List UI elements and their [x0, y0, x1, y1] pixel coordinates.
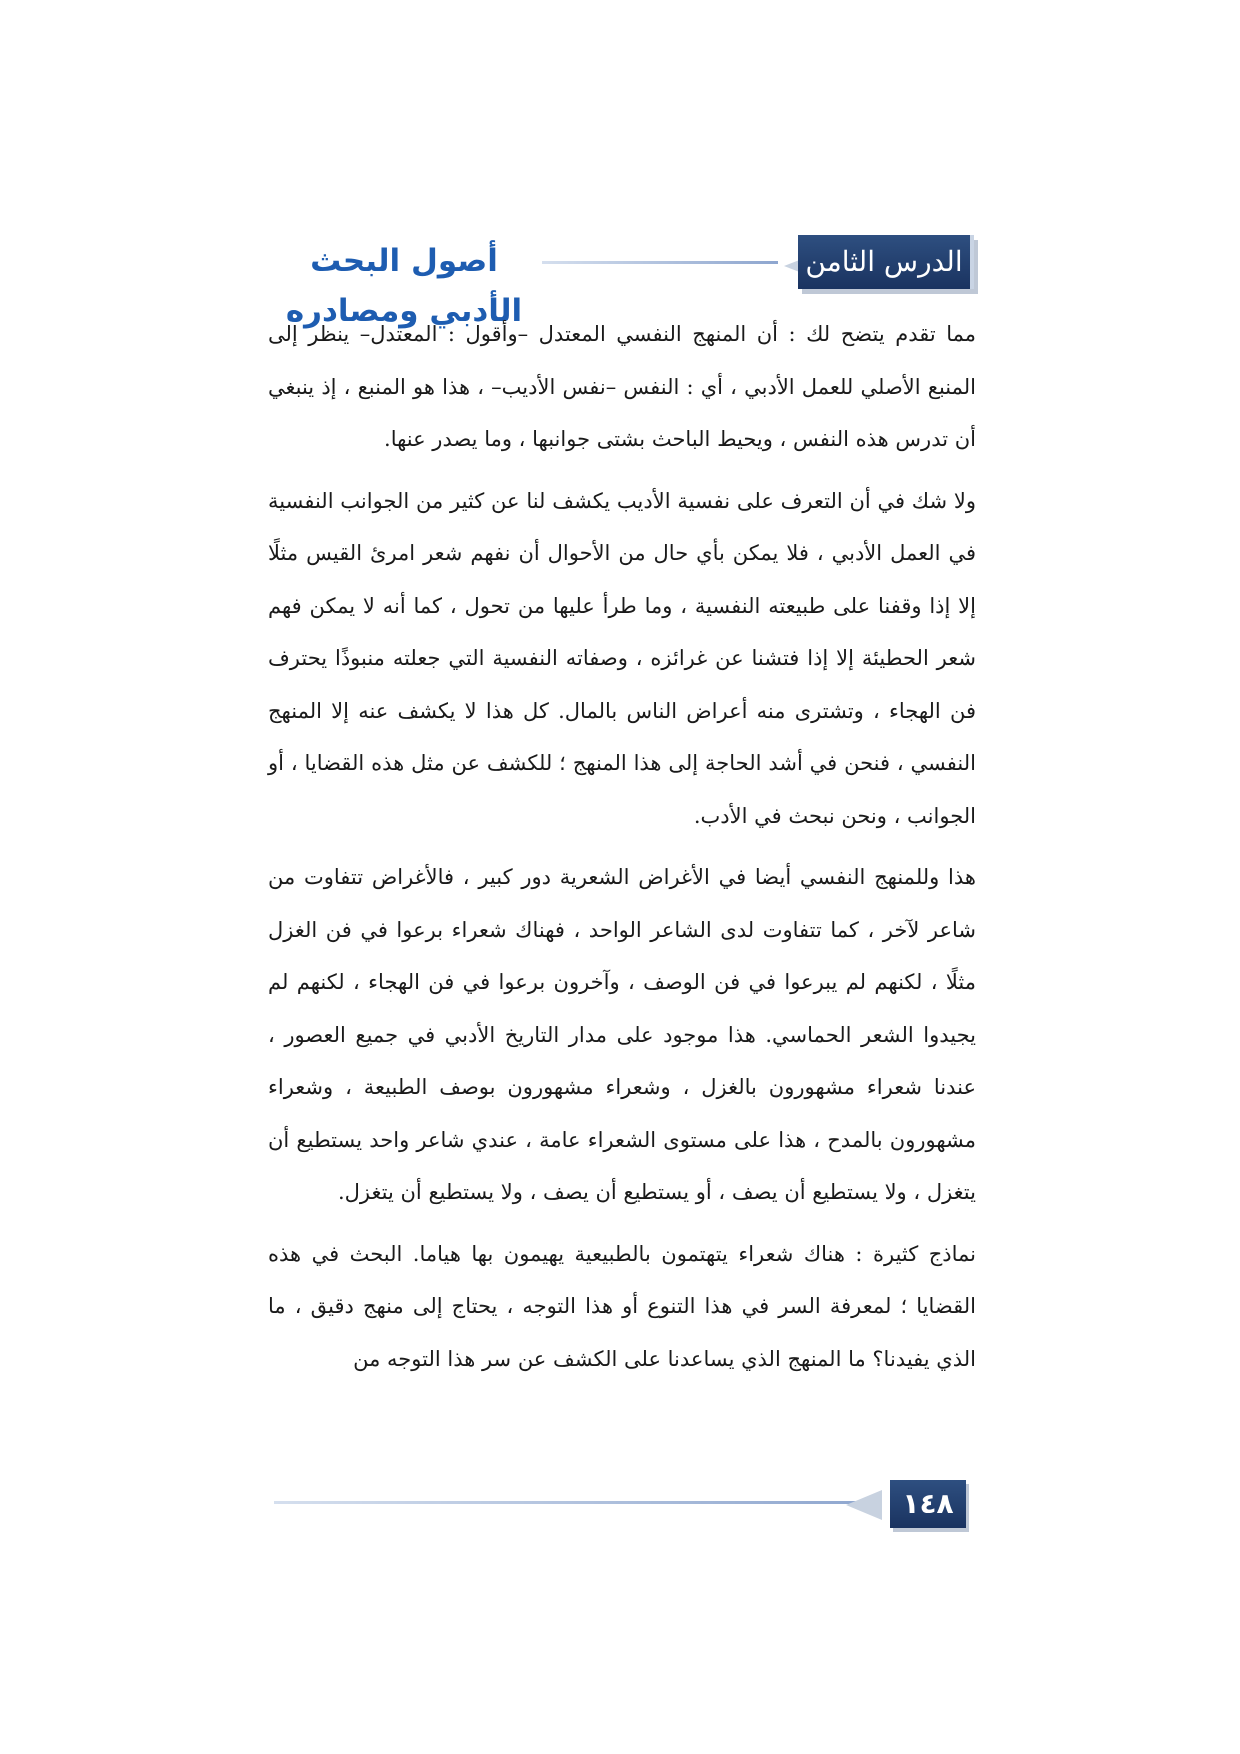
- book-title: أصول البحث الأدبي ومصادره: [285, 243, 523, 329]
- body-text: [268, 308, 976, 1394]
- header-divider-line: [542, 261, 778, 264]
- page-number-badge: [890, 1480, 966, 1528]
- lesson-label: الدرس الثامن: [805, 245, 963, 278]
- paragraph-1: مما تقدم يتضح لك : أن المنهج النفسي المعتدل –وأقول : المعتدل– ينظر إلى المنبع الأصلي للعمل الأدبي ، أي : النفس –نفس الأديب– ، هذا هو المنبع ، إذ ينبغي أن تدرس هذه النفس ، ويحيط الباحث بشتى جوانبها ، وما يصدر عنها.: [268, 322, 976, 451]
- page-footer: [268, 1480, 968, 1530]
- footer-divider-line: [274, 1501, 876, 1504]
- paragraph-4: نماذج كثيرة : هناك شعراء يتهتمون بالطبيعية يهيمون بها هياما. البحث في هذه القضايا ؛ لمعرفة السر في هذا التنوع أو هذا التوجه ، يحتاج إلى منهج دقيق ، ما الذي يفيدنا؟ ما المنهج الذي يساعدنا على الكشف عن سر هذا التوجه من: [268, 1241, 976, 1371]
- page-header: [264, 232, 974, 329]
- paragraph-2: ولا شك في أن التعرف على نفسية الأديب يكشف لنا عن كثير من الجوانب النفسية في العمل الأدبي ، فلا يمكن بأي حال من الأحوال أن نفهم شعر امرئ القيس مثلًا إلا إذا وقفنا على طبيعته النفسية ، وما طرأ عليها من تحول ، كما أنه لا يمكن فهم شعر الحطيئة إلا إذا فتشنا عن غرائزه ، وصفاته النفسية التي جعلته منبوذًا يحترف فن الهجاء ، وتشترى منه أعراض الناس بالمال. كل هذا لا يكشف عنه إلا المنهج النفسي ، فنحن في أشد الحاجة إلى هذا المنهج ؛ للكشف عن مثل هذه القضايا ، أو الجوانب ، ونحن نبحث في الأدب.: [268, 488, 976, 828]
- lesson-badge: [798, 235, 974, 289]
- paragraph-3: هذا وللمنهج النفسي أيضا في الأغراض الشعرية دور كبير ، فالأغراض تتفاوت من شاعر لآخر ، كما تتفاوت لدى الشاعر الواحد ، فهناك شعراء برعوا في فن الغزل مثلًا ، لكنهم لم يبرعوا في فن الوصف ، وآخرون برعوا في فن الهجاء ، لكنهم لم يجيدوا الشعر الحماسي. هذا موجود على مدار التاريخ الأدبي في جميع العصور ، عندنا شعراء مشهورون بالغزل ، وشعراء مشهورون بوصف الطبيعة ، وشعراء مشهورون بالمدح ، هذا على مستوى الشعراء عامة ، عندي شاعر واحد يستطيع أن يتغزل ، ولا يستطيع أن يصف ، أو يستطيع أن يصف ، ولا يستطيع أن يتغزل.: [268, 865, 976, 1204]
- page-number: ١٤٨: [902, 1487, 954, 1520]
- footer-divider-wedge: [846, 1490, 882, 1520]
